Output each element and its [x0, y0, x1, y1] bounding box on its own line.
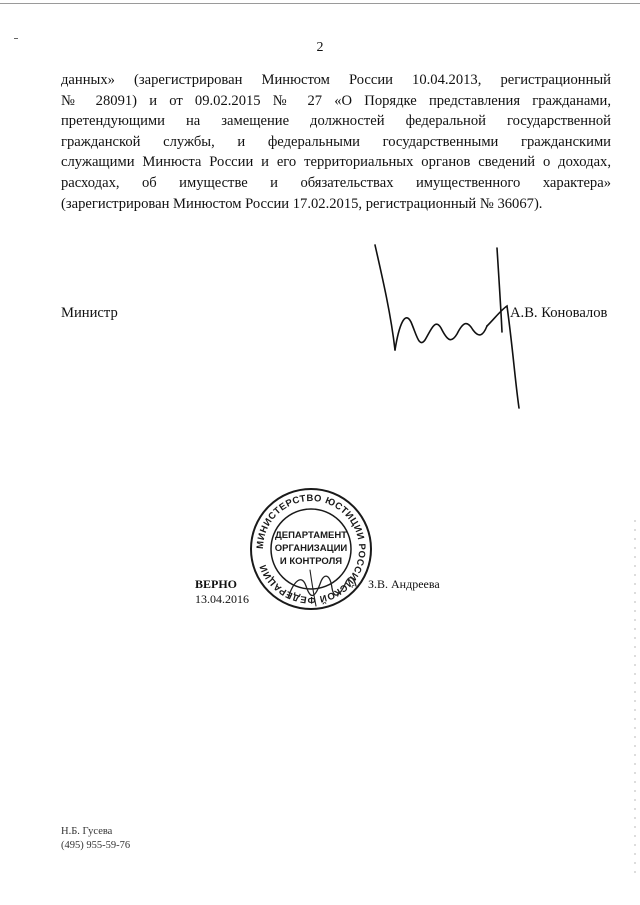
- certifier-name: З.В. Андреева: [368, 577, 440, 591]
- body-paragraph: [61, 70, 611, 214]
- body-line: служащими Минюста России и его территориальных органов сведений о доходах,: [61, 154, 611, 171]
- top-border-line: [0, 3, 640, 4]
- certification-label: ВЕРНО: [195, 577, 238, 591]
- seal-center-line: ДЕПАРТАМЕНТ: [275, 530, 347, 541]
- body-line: претендующими на замещение должностей федеральной государственной: [61, 113, 611, 130]
- margin-mark: [14, 38, 18, 39]
- seal-center-line: ОРГАНИЗАЦИИ: [274, 543, 348, 554]
- body-line: (зарегистрирован Минюстом России 17.02.2015, регистрационный № 36067).: [61, 195, 543, 212]
- page-number: 2: [316, 40, 324, 55]
- certifier-signature: [280, 560, 360, 610]
- body-line: № 28091) и от 09.02.2015 № 27 «О Порядке представления гражданами,: [61, 92, 611, 109]
- executor-name: Н.Б. Гусева: [61, 826, 113, 837]
- seal-center-line: И КОНТРОЛЯ: [279, 556, 343, 567]
- scan-edge-marks: [634, 520, 636, 880]
- handwritten-signature: [365, 240, 535, 420]
- certification-date: 13.04.2016: [195, 592, 249, 606]
- body-line: данных» (зарегистрирован Минюстом России 10.04.2013, регистрационный: [61, 72, 611, 88]
- signatory-title: Министр: [61, 305, 118, 321]
- executor-phone: (495) 955-59-76: [61, 840, 131, 851]
- seal-ring-text: МИНИСТЕРСТВО ЮСТИЦИИ РОССИЙСКОЙ ФЕДЕРАЦИИ: [254, 492, 368, 606]
- signatory-name: А.В. Коновалов: [510, 305, 608, 321]
- body-line: расходах, об имуществе и обязательствах имущественного характера»: [61, 174, 611, 191]
- body-line: гражданской службы, и федеральными государственными гражданскими: [61, 133, 611, 150]
